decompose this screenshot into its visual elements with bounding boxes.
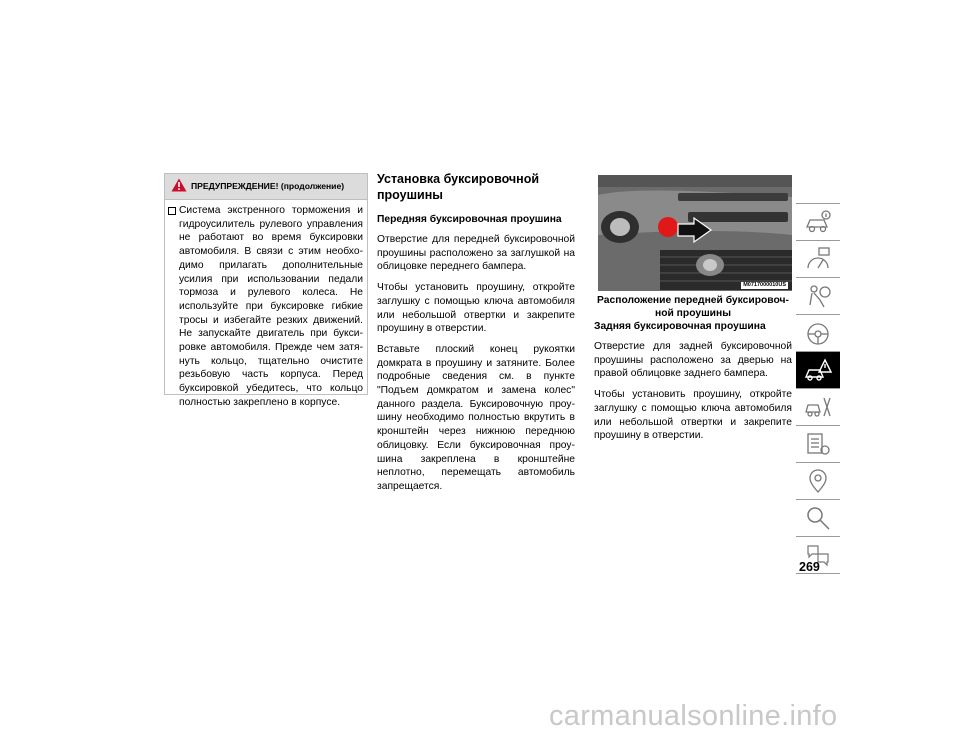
rear-paragraph-2: Чтобы установить проушину, откройте заглушку с помощью ключа автомобиля или небольшой отвертки и закрепите проушину в отверстии. — [594, 389, 792, 442]
front-paragraph-3: Вставьте плоский конец рукоятки домкрата в проушину и затяните. Более подробные сведения см. в пункте "Подъем домкратом и замена колес" данного раздела. Буксировочную проу-шину необходимо полностью вкрутить в кронштейн через нижнюю переднюю облицовку. Если буксировочная проу-шина закреплена в кронштейне неплотно, перемещать автомобиль запрещается. — [377, 343, 575, 492]
front-bumper-photo — [598, 175, 792, 291]
warning-text: Система экстренного торможения и гидроусилитель рулевого управления не работают во время буксировки автомобиля. В связи с этим необхо-димо прилагать дополнительные усилия при использовании педали тормоза и рулевого колеса. Не используйте при буксировке гибкие тросы и избегайте резких движений. Не запускайте двигатель при букси-ровке автомобиля. Прежде чем затя-нуть кольцо, тщательно очистите резьбовую часть корпуса. Перед буксировкой убедитесь, что кольцо полностью закреплено в корпусе. — [179, 205, 363, 408]
warning-text-block — [179, 204, 363, 410]
bullet-square-icon — [168, 207, 176, 215]
car-info-icon[interactable] — [796, 203, 840, 240]
install-section — [377, 171, 575, 501]
page-number: 269 — [799, 560, 820, 574]
dashboard-message-icon[interactable] — [796, 240, 840, 277]
figure-caption: Расположение передней буксировоч-ной проушины — [597, 295, 789, 319]
emergency-triangle-car-icon[interactable] — [796, 351, 840, 388]
rear-eye-heading: Задняя буксировочная проушина — [594, 321, 766, 332]
front-eye-heading: Передняя буксировочная проушина — [377, 214, 562, 225]
navigation-pin-icon[interactable] — [796, 462, 840, 499]
figure-code: M0717000010US — [743, 282, 786, 288]
section-heading: Установка буксировочной проушины — [377, 172, 540, 202]
warning-header — [165, 174, 367, 200]
watermark-text: carmanualsonline.info — [549, 700, 838, 732]
warning-title: ПРЕДУПРЕЖДЕНИЕ! (продолжение) — [191, 181, 345, 191]
airbag-safety-icon[interactable] — [796, 277, 840, 314]
rear-section — [594, 320, 792, 450]
front-paragraph-1: Отверстие для передней буксировочной проушины расположено за заглушкой на облицовке переднего бампера. — [377, 234, 575, 273]
front-paragraph-2: Чтобы установить проушину, откройте заглушку с помощью ключа автомобиля или небольшой отвертки и закрепите проушину в отверстии. — [377, 282, 575, 335]
car-service-tools-icon[interactable] — [796, 388, 840, 425]
warning-box — [164, 173, 368, 408]
magnifier-search-icon[interactable] — [796, 499, 840, 536]
steering-wheel-icon[interactable] — [796, 314, 840, 351]
checklist-icon[interactable] — [796, 425, 840, 462]
rear-paragraph-1: Отверстие для задней буксировочной проушины расположено за дверью на правой облицовке заднего бампера. — [594, 341, 792, 380]
bumper-illustration — [598, 175, 792, 291]
warning-triangle-icon — [171, 178, 187, 192]
